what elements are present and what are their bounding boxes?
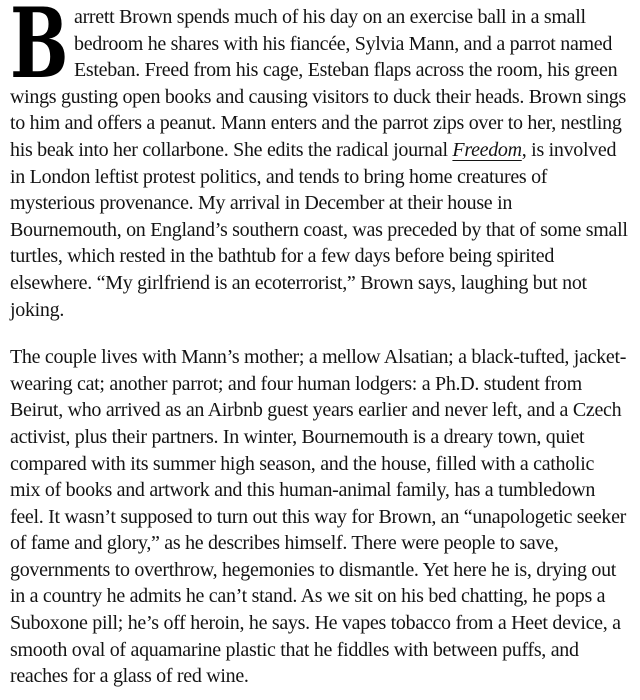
drop-cap-letter: B: [10, 0, 69, 100]
article-body: [10, 0, 628, 690]
opening-paragraph-continuation-text: , is involved in London leftist protest politics, and tends to bring home creatures of mysterious provenance. My arrival in December at their house in Bournemouth, on England’s southern coast, was preceded by that of some small turtles, which rested in the bathtub for a few days before being spirited elsewhere. “My girlfriend is an ecoterrorist,” Brown says, laughing but not joking.: [10, 138, 628, 321]
opening-paragraph: [10, 0, 628, 323]
opening-paragraph-text: arrett Brown spends much of his day on an exercise ball in a small bedroom he shares with his fiancée, Sylvia Mann, and a parrot named Esteban. Freed from his cage, Esteban flaps across the room, his green wings gusting open books and causing visitors to duck their heads. Brown sings to him and offers a peanut. Mann enters and the parrot zips over to her, nestling his beak into her collarbone. She edits the radical journal: [10, 6, 626, 161]
second-paragraph: The couple lives with Mann’s mother; a mellow Alsatian; a black-tufted, jacket-wearing cat; another parrot; and four human lodgers: a Ph.D. student from Beirut, who arrived as an Airbnb guest years earlier and never left, and a Czech activist, plus their partners. In winter, Bournemouth is a dreary town, quiet compared with its summer high season, and the house, filled with a catholic mix of books and artwork and this human-animal family, has a tumbledown feel. It wasn’t supposed to turn out this way for Brown, an “unapologetic seeker of fame and glory,” as he describes himself. There were people to save, governments to overthrow, hegemonies to dismantle. Yet here he is, drying out in a country he admits he can’t stand. As we sit on his bed chatting, he pops a Suboxone pill; he’s off heroin, he says. He vapes tobacco from a Heet device, a smooth oval of aquamarine plastic that he fiddles with between puffs, and reaches for a glass of red wine.: [10, 346, 627, 688]
freedom-journal-link[interactable]: Freedom: [452, 138, 522, 161]
